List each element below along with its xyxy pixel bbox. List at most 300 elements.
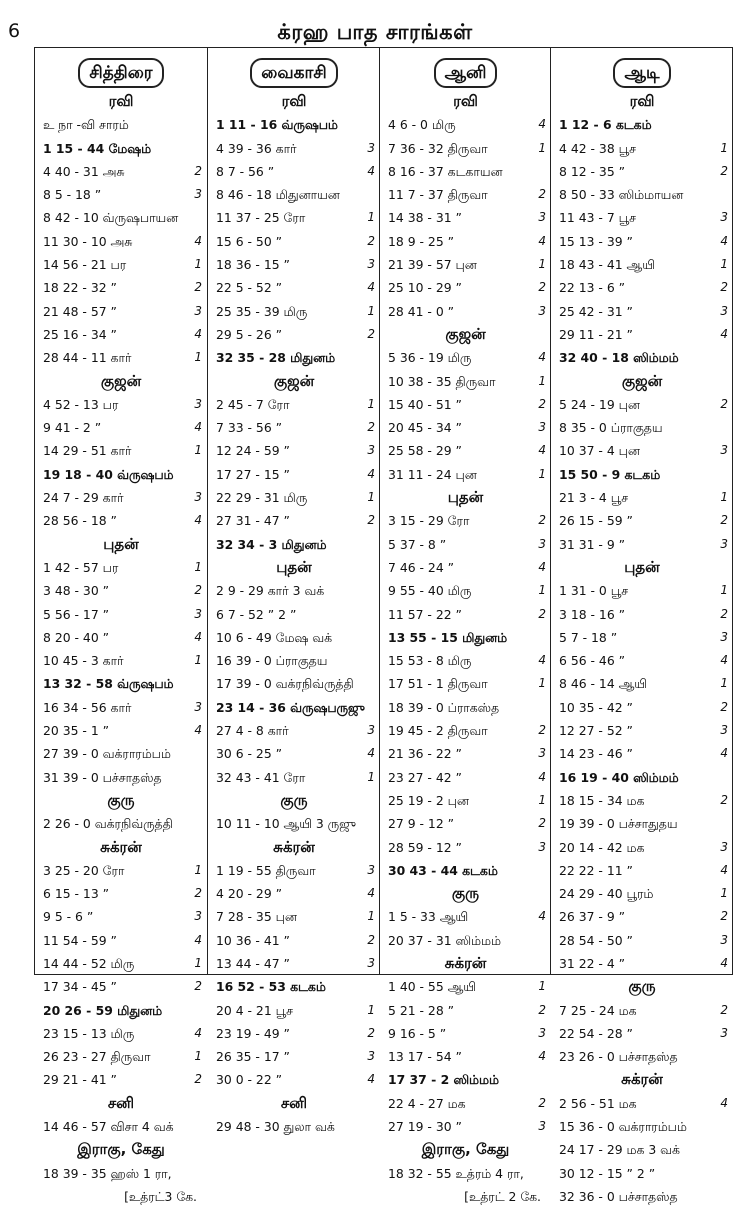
month-column	[379, 48, 551, 1204]
entry-text: 15 53 - 8 மிரு	[388, 653, 472, 669]
entry-text: 4 6 - 0 மிரு	[388, 117, 456, 133]
table-row	[208, 649, 380, 672]
entry-text: 12 27 - 52 ”	[559, 723, 633, 739]
entry-text: 18 43 - 41 ஆயி	[559, 257, 655, 273]
entry-text: 5 7 - 18 ”	[559, 629, 618, 645]
table-row	[551, 463, 733, 486]
pada-number: 3	[194, 187, 202, 202]
table-row	[551, 672, 733, 695]
pada-number: 3	[538, 210, 546, 225]
pada-number: 3	[194, 699, 202, 714]
entry-text: 18 39 - 0 ப்ராகஸ்த	[388, 699, 500, 715]
entry-text: 12 24 - 59 ”	[216, 443, 290, 459]
table-row	[380, 509, 551, 532]
entry-text: 24 17 - 29 மக 3 வக்	[559, 1142, 680, 1158]
pada-number: 2	[194, 1072, 202, 1087]
entry-text: 29 11 - 21 ”	[559, 326, 633, 342]
entry-text: 31 11 - 24 புன	[388, 466, 477, 482]
table-row	[35, 509, 207, 532]
pada-number: 3	[720, 303, 728, 318]
table-row	[380, 1162, 551, 1185]
row-list	[208, 90, 380, 1138]
entry-text: 23 15 - 13 மிரு	[43, 1025, 135, 1041]
table-row	[208, 905, 380, 928]
pada-number: 1	[367, 396, 375, 411]
entry-text: 15 6 - 50 ”	[216, 233, 283, 249]
table-row	[380, 416, 551, 439]
table-row	[380, 579, 551, 602]
row-list	[35, 90, 207, 1208]
table-row	[551, 859, 733, 882]
planet-name: புதன்	[447, 488, 484, 507]
table-row	[35, 556, 207, 579]
pada-number: 3	[720, 210, 728, 225]
table-row	[380, 346, 551, 369]
pada-number: 2	[194, 886, 202, 901]
entry-text: 17 34 - 45 ”	[43, 979, 117, 995]
pada-number: 1	[538, 257, 546, 272]
entry-text: 17 51 - 1 திருவா	[388, 676, 488, 692]
pada-number: 4	[720, 1095, 728, 1110]
entry-text: 6 15 - 13 ”	[43, 886, 110, 902]
table-row	[35, 183, 207, 206]
table-row	[35, 905, 207, 928]
table-row	[35, 206, 207, 229]
pada-number: 4	[538, 233, 546, 248]
entry-text: 18 39 - 35 ஹஸ் 1 ரா,	[43, 1165, 172, 1181]
pada-number: 3	[720, 723, 728, 738]
table-row	[551, 113, 733, 136]
table-row	[35, 1068, 207, 1091]
pada-number: 2	[194, 979, 202, 994]
pada-number: 2	[367, 420, 375, 435]
planet-name: ரவி	[108, 92, 134, 110]
table-row	[35, 579, 207, 602]
pada-number: 1	[367, 210, 375, 225]
entry-text: 5 37 - 8 ”	[388, 536, 447, 552]
entry-text: 2 26 - 0 வக்ரநிவ்ருத்தி	[43, 816, 173, 832]
table-row	[208, 1045, 380, 1068]
pada-number: 4	[720, 326, 728, 341]
entry-text: 22 54 - 28 ”	[559, 1025, 633, 1041]
entry-text: 7 46 - 24 ”	[388, 559, 455, 575]
table-row	[35, 439, 207, 462]
entry-text: 22 4 - 27 மக	[388, 1095, 466, 1111]
entry-text: 31 31 - 9 ”	[559, 536, 626, 552]
table-row	[380, 999, 551, 1022]
table-row	[551, 1162, 733, 1185]
table-row	[551, 486, 733, 509]
table-row	[551, 789, 733, 812]
entry-text: 3 18 - 16 ”	[559, 606, 626, 622]
table-row	[380, 1092, 551, 1115]
pada-number: 3	[194, 396, 202, 411]
planet-heading	[35, 789, 207, 812]
table-row	[380, 137, 551, 160]
planet-name: சுக்ரன்	[273, 837, 315, 856]
table-row	[35, 1162, 207, 1185]
month-heading: ஆடி	[613, 58, 670, 88]
pada-number: 1	[367, 1002, 375, 1017]
month-heading: ஆனி	[434, 58, 498, 88]
table-row	[208, 113, 380, 136]
pada-number: 3	[720, 629, 728, 644]
table-row	[35, 463, 207, 486]
entry-text: 32 43 - 41 ரோ	[216, 769, 306, 785]
planet-heading	[380, 90, 551, 113]
table-row	[208, 696, 380, 719]
entry-text: 5 36 - 19 மிரு	[388, 350, 472, 366]
planet-heading	[380, 882, 551, 905]
pada-number: 1	[720, 583, 728, 598]
table-row	[35, 486, 207, 509]
table-row	[551, 696, 733, 719]
table-row	[551, 1092, 733, 1115]
table-row	[35, 276, 207, 299]
table-row	[551, 1045, 733, 1068]
entry-text: 31 22 - 4 ”	[559, 955, 626, 971]
entry-text: 1 15 - 44 மேஷம்	[43, 140, 152, 156]
entry-text: 17 37 - 2 ஸிம்மம்	[388, 1072, 499, 1088]
table-row	[35, 975, 207, 998]
entry-text: 1 11 - 16 வ்ருஷபம்	[216, 117, 338, 133]
planet-heading	[380, 1138, 551, 1161]
table-row	[35, 416, 207, 439]
entry-text: 11 30 - 10 அசு	[43, 233, 133, 249]
pada-number: 2	[367, 233, 375, 248]
pada-number: 1	[538, 792, 546, 807]
entry-text: 26 15 - 59 ”	[559, 513, 633, 529]
month-column	[35, 48, 207, 1204]
month-column	[207, 48, 380, 1135]
entry-text: 7 36 - 32 திருவா	[388, 140, 488, 156]
table-row	[35, 766, 207, 789]
pada-number: 3	[538, 536, 546, 551]
entry-text: 10 11 - 10 ஆயி 3 ருஜு	[216, 816, 356, 832]
entry-text: 28 56 - 18 ”	[43, 513, 117, 529]
pada-number: 4	[720, 233, 728, 248]
pada-number: 3	[538, 1119, 546, 1134]
entry-text: 11 54 - 59 ”	[43, 932, 117, 948]
entry-text: 18 22 - 32 ”	[43, 280, 117, 296]
pada-number: 4	[194, 932, 202, 947]
pada-number: 4	[538, 653, 546, 668]
table-row	[35, 1115, 207, 1138]
entry-text: 16 34 - 56 கார்	[43, 699, 132, 715]
planet-name: சுக்ரன்	[621, 1070, 663, 1089]
entry-text: 10 45 - 3 கார்	[43, 653, 124, 669]
pada-number: 2	[367, 1025, 375, 1040]
entry-text: 5 21 - 28 ”	[388, 1002, 455, 1018]
entry-text: 10 35 - 42 ”	[559, 699, 633, 715]
table-row	[551, 603, 733, 626]
planet-heading	[35, 836, 207, 859]
table-row	[208, 999, 380, 1022]
entry-text: 23 27 - 42 ”	[388, 769, 462, 785]
entry-text: 20 35 - 1 ”	[43, 723, 110, 739]
entry-text: 4 52 - 13 பர	[43, 396, 119, 412]
pada-number: 1	[194, 350, 202, 365]
pada-number: 4	[194, 1025, 202, 1040]
entry-text: 27 9 - 12 ”	[388, 816, 455, 832]
planet-heading	[551, 556, 733, 579]
table-row	[208, 253, 380, 276]
pada-number: 3	[538, 420, 546, 435]
table-row	[35, 882, 207, 905]
planet-heading	[551, 90, 733, 113]
table-row	[380, 206, 551, 229]
table-row	[380, 276, 551, 299]
pada-number: 3	[194, 606, 202, 621]
table-row	[208, 882, 380, 905]
pada-number: 1	[194, 1049, 202, 1064]
entry-text: 15 13 - 39 ”	[559, 233, 633, 249]
table-row	[380, 463, 551, 486]
planet-heading	[380, 486, 551, 509]
entry-text: 29 48 - 30 துலா வக்	[216, 1119, 335, 1135]
pada-number: 3	[367, 257, 375, 272]
table-row	[551, 836, 733, 859]
planet-name: குஜன்	[445, 324, 486, 343]
table-row	[380, 300, 551, 323]
entry-text: 11 57 - 22 ”	[388, 606, 462, 622]
pada-number: 2	[538, 723, 546, 738]
entry-text: 27 39 - 0 வக்ராரம்பம்	[43, 746, 171, 762]
pada-number: 4	[720, 955, 728, 970]
entry-text: 18 9 - 25 ”	[388, 233, 455, 249]
planet-heading	[551, 975, 733, 998]
entry-text: 8 12 - 35 ”	[559, 163, 626, 179]
table-row	[380, 230, 551, 253]
entry-text: 17 27 - 15 ”	[216, 466, 290, 482]
entry-text: 13 44 - 47 ”	[216, 955, 290, 971]
planet-name: ரவி	[629, 92, 655, 110]
pada-number: 4	[538, 1049, 546, 1064]
table-row	[551, 905, 733, 928]
table-row	[551, 393, 733, 416]
table-row	[380, 183, 551, 206]
pada-number: 4	[367, 746, 375, 761]
table-row	[380, 1185, 551, 1208]
entry-text: 8 5 - 18 ”	[43, 187, 102, 203]
entry-text: 1 42 - 57 பர	[43, 559, 119, 575]
table-row	[551, 766, 733, 789]
pada-number: 2	[720, 396, 728, 411]
table-row	[35, 1022, 207, 1045]
pada-number: 1	[538, 466, 546, 481]
table-row	[35, 812, 207, 835]
entry-text: 8 16 - 37 கடகாயன	[388, 163, 503, 179]
pada-number: 1	[720, 490, 728, 505]
table-row	[551, 882, 733, 905]
entry-text: 18 36 - 15 ”	[216, 257, 290, 273]
table-row	[551, 929, 733, 952]
pada-number: 3	[538, 839, 546, 854]
table-row	[208, 626, 380, 649]
pada-number: 4	[367, 466, 375, 481]
table-row	[380, 766, 551, 789]
table-row	[35, 603, 207, 626]
pada-number: 4	[194, 326, 202, 341]
entry-text: 28 54 - 50 ”	[559, 932, 633, 948]
table-row	[380, 556, 551, 579]
pada-number: 2	[367, 513, 375, 528]
month-heading: சித்திரை	[78, 58, 163, 88]
entry-text: 32 34 - 3 மிதுனம்	[216, 536, 327, 552]
row-list	[380, 90, 551, 1208]
table-row	[208, 929, 380, 952]
pada-number: 3	[367, 955, 375, 970]
table-row	[380, 393, 551, 416]
entry-text: 21 48 - 57 ”	[43, 303, 117, 319]
entry-text: 19 18 - 40 வ்ருஷபம்	[43, 466, 174, 482]
pada-number: 3	[720, 839, 728, 854]
entry-text: 8 7 - 56 ”	[216, 163, 275, 179]
table-row	[380, 113, 551, 136]
entry-text: 26 23 - 27 திருவா	[43, 1049, 151, 1065]
table-row	[551, 952, 733, 975]
entry-text: 25 58 - 29 ”	[388, 443, 462, 459]
pada-number: 4	[194, 420, 202, 435]
table-row	[551, 999, 733, 1022]
table-row	[208, 975, 380, 998]
planet-name: சனி	[107, 1093, 135, 1112]
table-row	[208, 276, 380, 299]
table-row	[380, 370, 551, 393]
table-row	[35, 859, 207, 882]
planet-name: சுக்ரன்	[100, 837, 142, 856]
table-row	[380, 742, 551, 765]
pada-number: 2	[720, 1002, 728, 1017]
entry-text: 31 39 - 0 பச்சாதஸ்த	[43, 769, 162, 785]
pada-number: 3	[367, 140, 375, 155]
entry-text: 9 55 - 40 மிரு	[388, 583, 472, 599]
table-row	[208, 206, 380, 229]
table-row	[208, 323, 380, 346]
entry-text: 28 59 - 12 ”	[388, 839, 462, 855]
entry-text: 25 35 - 39 மிரு	[216, 303, 308, 319]
row-list	[551, 90, 733, 1208]
table-row	[551, 1115, 733, 1138]
entry-text: 16 52 - 53 கடகம்	[216, 979, 326, 995]
table-row	[35, 253, 207, 276]
entry-text: உ நா -வி சாரம்	[43, 117, 129, 133]
pada-number: 2	[538, 1002, 546, 1017]
table-row	[208, 766, 380, 789]
pada-number: 2	[538, 513, 546, 528]
entry-text: 8 35 - 0 ப்ராகுதய	[559, 420, 663, 436]
entry-text: [உத்ரட்3 கே.	[124, 1188, 197, 1204]
planet-heading	[208, 789, 380, 812]
pada-number: 1	[367, 909, 375, 924]
table-row	[551, 742, 733, 765]
entry-text: 32 36 - 0 பச்சாதஸ்த	[559, 1188, 678, 1204]
entry-text: 10 37 - 4 புன	[559, 443, 640, 459]
pada-number: 2	[720, 909, 728, 924]
table-row	[380, 696, 551, 719]
entry-text: 4 20 - 29 ”	[216, 886, 283, 902]
entry-text: 8 46 - 14 ஆயி	[559, 676, 648, 692]
planet-name: குரு	[628, 977, 656, 996]
table-row	[551, 1022, 733, 1045]
entry-text: 14 38 - 31 ”	[388, 210, 462, 226]
table-row	[380, 626, 551, 649]
entry-text: 8 42 - 10 வ்ருஷபாயன	[43, 210, 179, 226]
table-row	[380, 719, 551, 742]
table-row	[380, 859, 551, 882]
table-row	[208, 1115, 380, 1138]
entry-text: 20 26 - 59 மிதுனம்	[43, 1002, 163, 1018]
entry-text: 8 46 - 18 மிதுனாயன	[216, 187, 340, 203]
table-row	[551, 230, 733, 253]
pada-number: 3	[538, 1025, 546, 1040]
entry-text: 18 15 - 34 மக	[559, 792, 645, 808]
planet-name: குஜன்	[100, 371, 142, 390]
pada-number: 1	[367, 490, 375, 505]
pada-number: 2	[538, 816, 546, 831]
entry-text: 14 44 - 52 மிரு	[43, 955, 135, 971]
pada-number: 1	[367, 769, 375, 784]
planet-name: புதன்	[103, 534, 139, 553]
table-row	[551, 276, 733, 299]
pada-number: 4	[538, 443, 546, 458]
pada-number: 2	[538, 606, 546, 621]
pada-number: 2	[720, 606, 728, 621]
planet-heading	[208, 836, 380, 859]
table-row	[208, 230, 380, 253]
table-row	[35, 137, 207, 160]
planet-heading	[208, 90, 380, 113]
entry-text: 10 38 - 35 திருவா	[388, 373, 496, 389]
table-row	[35, 952, 207, 975]
table-row	[35, 672, 207, 695]
entry-text: 32 40 - 18 ஸிம்மம்	[559, 350, 679, 366]
entry-text: 14 46 - 57 விசா 4 வக்	[43, 1119, 174, 1135]
table-row	[35, 626, 207, 649]
table-row	[35, 160, 207, 183]
planet-heading	[208, 1092, 380, 1115]
page-number: 6	[8, 20, 21, 42]
entry-text: 5 56 - 17 ”	[43, 606, 110, 622]
entry-text: 10 36 - 41 ”	[216, 932, 290, 948]
pada-number: 4	[720, 862, 728, 877]
entry-text: 30 0 - 22 ”	[216, 1072, 283, 1088]
entry-text: 20 37 - 31 ஸிம்மம்	[388, 932, 501, 948]
pada-number: 3	[720, 932, 728, 947]
entry-text: 19 45 - 2 திருவா	[388, 723, 488, 739]
table-row	[551, 439, 733, 462]
pada-number: 1	[720, 140, 728, 155]
entry-text: 11 7 - 37 திருவா	[388, 187, 488, 203]
table-row	[208, 486, 380, 509]
entry-text: 23 26 - 0 பச்சாதஸ்த	[559, 1049, 678, 1065]
pada-number: 4	[367, 280, 375, 295]
pada-number: 2	[538, 1095, 546, 1110]
entry-text: 28 41 - 0 ”	[388, 303, 455, 319]
pada-number: 2	[538, 187, 546, 202]
planet-heading	[208, 370, 380, 393]
table-row	[208, 533, 380, 556]
planet-name: ரவி	[453, 92, 478, 110]
pada-number: 2	[367, 326, 375, 341]
pada-number: 4	[194, 723, 202, 738]
planet-heading	[35, 1092, 207, 1115]
pada-number: 4	[367, 1072, 375, 1087]
pada-number: 3	[720, 1025, 728, 1040]
entry-text: 20 14 - 42 மக	[559, 839, 645, 855]
table-row	[208, 346, 380, 369]
planet-heading	[208, 556, 380, 579]
